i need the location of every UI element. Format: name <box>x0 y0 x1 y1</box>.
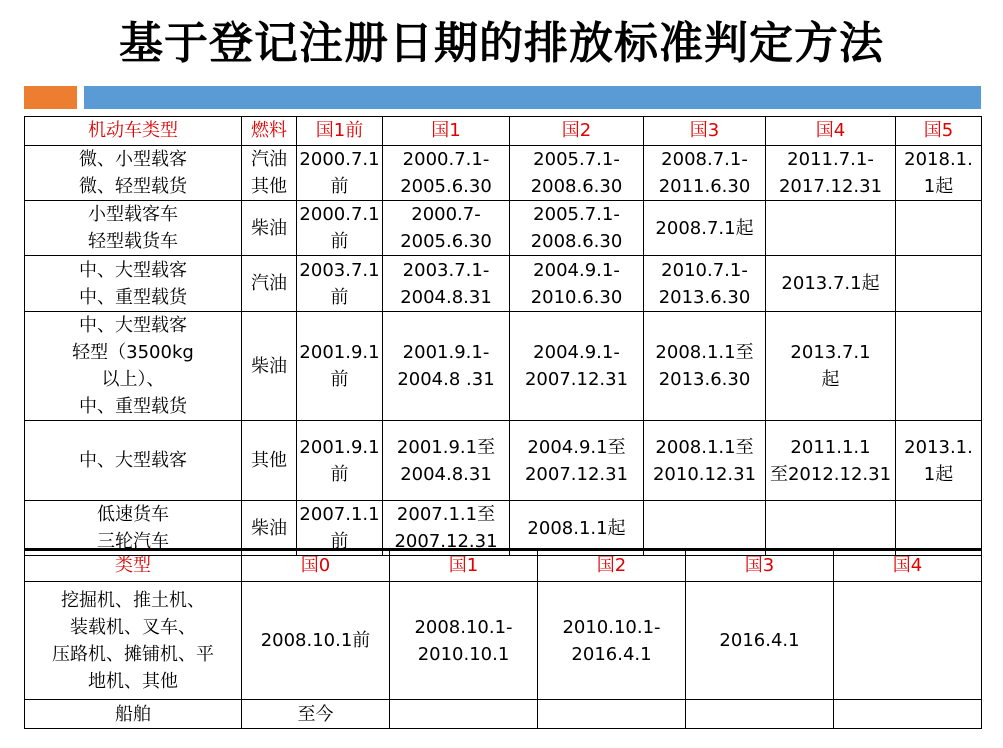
table-cell: 2008.1.1起 <box>510 501 644 556</box>
table-cell: 汽油 <box>242 256 297 312</box>
table-cell: 2003.7.1- 2004.8.31 <box>383 256 510 312</box>
table-cell <box>896 312 982 421</box>
table-row <box>25 201 982 256</box>
table-cell: 2008.10.1前 <box>242 582 390 700</box>
table-cell <box>834 582 982 700</box>
table-cell: 2007.1.1 前 <box>297 501 383 556</box>
table-cell: 2000.7.1 前 <box>297 201 383 256</box>
table-cell: 其他 <box>242 421 297 501</box>
table-row <box>25 582 982 700</box>
table-cell: 柴油 <box>242 201 297 256</box>
table-cell: 中、大型载客 轻型（3500kg 以上）、 中、重型载货 <box>25 312 242 421</box>
table-cell: 微、小型载客 微、轻型载货 <box>25 146 242 201</box>
header-cell: 燃料 <box>242 117 297 146</box>
table-cell: 中、大型载客 中、重型载货 <box>25 256 242 312</box>
table-cell: 2005.7.1- 2008.6.30 <box>510 201 644 256</box>
table-cell: 2008.10.1- 2010.10.1 <box>390 582 538 700</box>
table-cell: 2000.7- 2005.6.30 <box>383 201 510 256</box>
header-cell: 机动车类型 <box>25 117 242 146</box>
header-cell: 国2 <box>538 550 686 582</box>
table-cell: 2013.1. 1起 <box>896 421 982 501</box>
table-cell: 2011.1.1 至2012.12.31 <box>766 421 896 501</box>
table-cell <box>896 201 982 256</box>
table-header-row <box>25 117 982 146</box>
table-cell: 至今 <box>242 700 390 729</box>
header-cell: 国0 <box>242 550 390 582</box>
table-cell: 2010.10.1- 2016.4.1 <box>538 582 686 700</box>
table-cell: 2004.9.1- 2010.6.30 <box>510 256 644 312</box>
table-row <box>25 312 982 421</box>
header-cell: 国3 <box>686 550 834 582</box>
table-cell: 2007.1.1至 2007.12.31 <box>383 501 510 556</box>
table-cell: 2013.7.1 起 <box>766 312 896 421</box>
header-cell: 国5 <box>896 117 982 146</box>
table-cell: 2004.9.1- 2007.12.31 <box>510 312 644 421</box>
table-cell: 2005.7.1- 2008.6.30 <box>510 146 644 201</box>
table-cell: 2008.1.1至 2013.6.30 <box>644 312 766 421</box>
table-cell: 2008.7.1- 2011.6.30 <box>644 146 766 201</box>
table-cell <box>390 700 538 729</box>
table-cell: 2013.7.1起 <box>766 256 896 312</box>
table-row <box>25 700 982 729</box>
table-cell <box>766 201 896 256</box>
table-cell: 小型载客车 轻型载货车 <box>25 201 242 256</box>
table-row <box>25 146 982 201</box>
table-cell <box>686 700 834 729</box>
header-cell: 类型 <box>25 550 242 582</box>
vehicle-emission-table <box>24 116 982 556</box>
table-cell: 2001.9.1 前 <box>297 312 383 421</box>
table-cell: 柴油 <box>242 312 297 421</box>
table-cell: 2004.9.1至 2007.12.31 <box>510 421 644 501</box>
header-cell: 国1 <box>383 117 510 146</box>
table-row <box>25 421 982 501</box>
table-cell: 2001.9.1- 2004.8 .31 <box>383 312 510 421</box>
table-cell: 2003.7.1 前 <box>297 256 383 312</box>
table-cell <box>538 700 686 729</box>
machinery-emission-table <box>24 548 982 729</box>
table-cell <box>834 700 982 729</box>
table-cell: 低速货车 三轮汽车 <box>25 501 242 556</box>
table-cell: 2008.1.1至 2010.12.31 <box>644 421 766 501</box>
table-cell: 2000.7.1- 2005.6.30 <box>383 146 510 201</box>
table-header-row <box>25 550 982 582</box>
page-title: 基于登记注册日期的排放标准判定方法 <box>119 18 884 69</box>
header-cell: 国4 <box>766 117 896 146</box>
table-cell: 2008.7.1起 <box>644 201 766 256</box>
table-cell: 2010.7.1- 2013.6.30 <box>644 256 766 312</box>
table-cell: 船舶 <box>25 700 242 729</box>
table-cell: 2011.7.1- 2017.12.31 <box>766 146 896 201</box>
table-cell: 2001.9.1至 2004.8.31 <box>383 421 510 501</box>
table-row <box>25 256 982 312</box>
accent-bar-orange <box>24 86 77 109</box>
table-cell: 中、大型载客 <box>25 421 242 501</box>
table-cell <box>896 256 982 312</box>
table-cell: 2000.7.1 前 <box>297 146 383 201</box>
table-cell: 柴油 <box>242 501 297 556</box>
header-cell: 国4 <box>834 550 982 582</box>
header-cell: 国2 <box>510 117 644 146</box>
table-cell: 2016.4.1 <box>686 582 834 700</box>
table-cell: 挖掘机、推土机、 装载机、叉车、 压路机、摊铺机、平 地机、其他 <box>25 582 242 700</box>
table-cell: 2018.1. 1起 <box>896 146 982 201</box>
header-cell: 国1前 <box>297 117 383 146</box>
accent-bar-blue <box>84 86 981 109</box>
header-cell: 国1 <box>390 550 538 582</box>
header-cell: 国3 <box>644 117 766 146</box>
table-cell: 2001.9.1 前 <box>297 421 383 501</box>
table-cell: 汽油 其他 <box>242 146 297 201</box>
